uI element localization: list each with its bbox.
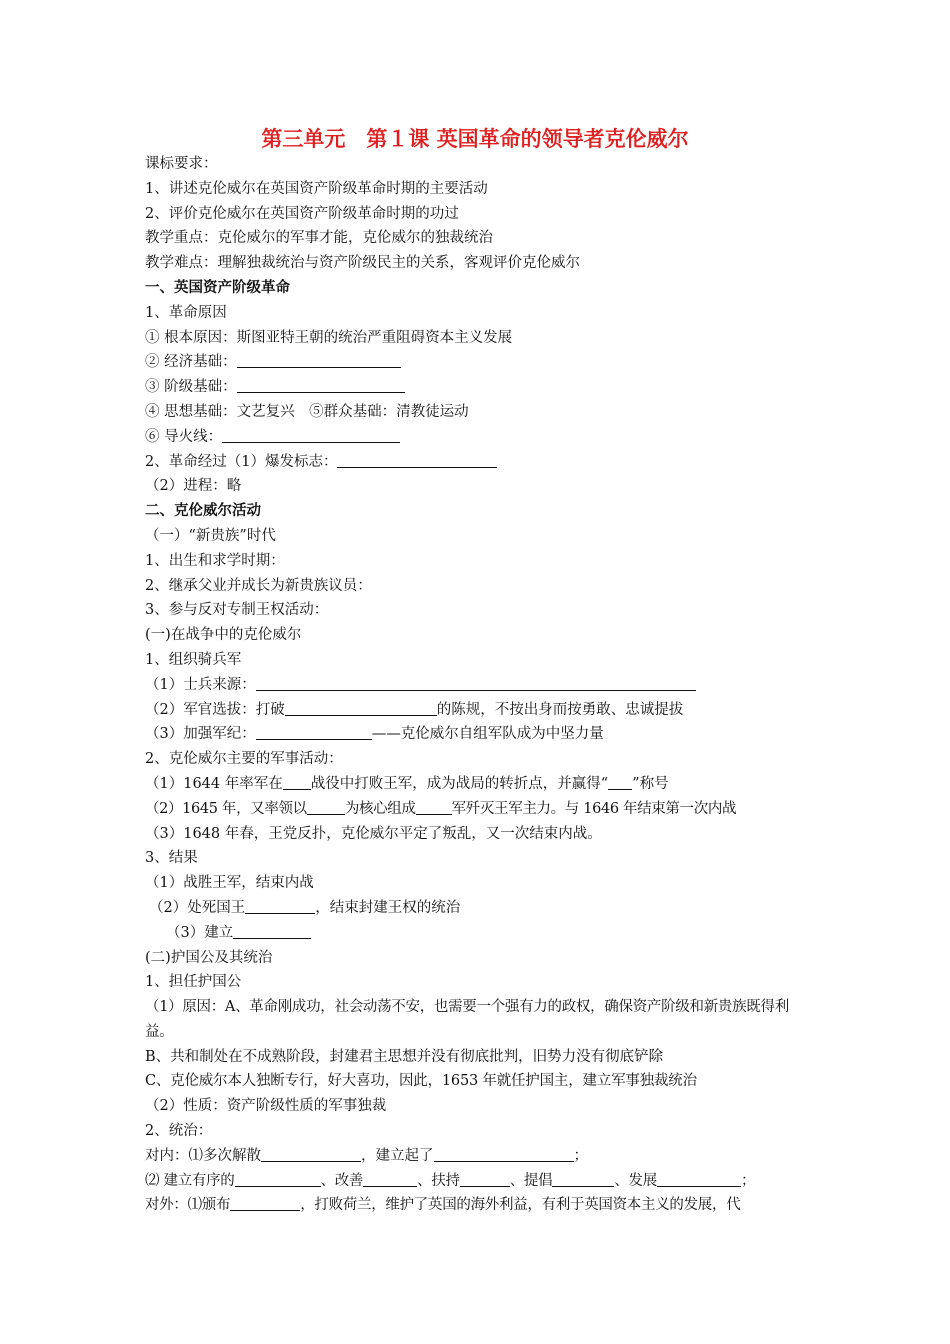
text-line [145,772,815,797]
line-text: 2、革命经过（1）爆发标志： [145,453,338,470]
fill-blank[interactable] [416,799,452,815]
fill-blank[interactable] [285,700,437,716]
fill-blank[interactable] [363,1171,417,1187]
text-line [145,1169,815,1194]
text-line [145,450,815,475]
fill-blank[interactable] [237,377,405,393]
line-text: （2）1645 年，又率领以 [145,800,307,817]
text-line: 3、结果 [145,850,198,867]
text-line [145,425,815,450]
text-line [145,797,815,822]
section-heading: 一、英国资产阶级革命 [145,278,290,296]
text-line: （一）“新贵族”时代 [145,527,276,544]
line-text: 军歼灭王军主力。与 1646 年结束第一次内战 [451,800,737,817]
section-heading: 二、克伦威尔活动 [145,502,261,520]
fill-blank[interactable] [230,1195,300,1211]
line-text: ； [740,1172,756,1189]
text-line: C、克伦威尔本人独断专行，好大喜功，因此，1653 年就任护国主，建立军事独裁统治 [145,1073,697,1090]
fill-blank[interactable] [256,675,696,691]
text-line: （1）战胜王军，结束内战 [145,875,314,892]
fill-blank[interactable] [222,427,400,443]
text-line: ① 根本原因：斯图亚特王朝的统治严重阻碍资本主义发展 [145,329,513,346]
text-line: 2、统治： [145,1123,213,1140]
fill-blank[interactable] [608,774,632,790]
fill-blank[interactable] [256,724,372,740]
line-text: ③ 阶级基础： [145,379,237,396]
fill-blank[interactable] [235,1171,321,1187]
text-line [145,375,815,400]
line-text: ； [573,1147,588,1164]
line-text: （3）加强军纪： [145,726,256,743]
line-text: （1）1644 年率军在 [145,775,283,792]
line-text: 对内：⑴多次解散 [145,1147,261,1164]
text-line: 课标要求： [145,156,218,172]
line-text: 对外：⑴颁布 [145,1197,231,1214]
text-line [145,1144,815,1169]
text-line: (二)护国公及其统治 [145,949,273,966]
text-line: （2）性质：资产阶级性质的军事独裁 [145,1098,387,1115]
text-line [145,350,815,375]
line-text: ⑥ 导火线： [145,428,223,445]
line-text: （2）军官选拔：打破 [145,701,285,718]
text-line [145,921,815,946]
text-line: （2）进程：略 [145,478,242,495]
text-line: 1、讲述克伦威尔在英国资产阶级革命时期的主要活动 [145,180,488,197]
fill-blank[interactable] [337,452,497,468]
line-text: 、发展 [614,1172,657,1189]
document-body [145,152,815,1218]
text-line: 1、担任护国公 [145,974,242,991]
text-line: (一)在战争中的克伦威尔 [145,627,302,644]
line-text: 、改善 [320,1172,364,1189]
line-text: （3）建立 [166,924,234,941]
text-line: 3、参与反对专制王权活动： [145,602,329,619]
fill-blank[interactable] [245,898,315,914]
text-line: 1、组织骑兵军 [145,651,242,668]
fill-blank[interactable] [307,799,345,815]
line-text: ⑵ 建立有序的 [145,1172,235,1189]
text-paragraph: （1）原因：A、革命刚成功，社会动荡不安，也需要一个强有力的政权，确保资产阶级和新贵族既得利益。 [145,999,789,1040]
text-line: ④ 思想基础：文艺复兴 ⑤群众基础：清教徒运动 [145,403,469,420]
line-text: （1）士兵来源： [145,676,256,693]
page-title: 第三单元 第１课 英国革命的领导者克伦威尔 [261,126,689,151]
text-line [145,722,815,747]
line-text: ”称号 [632,775,669,792]
line-text: ，建立起了 [361,1147,434,1164]
text-line: 2、克伦威尔主要的军事活动： [145,751,343,768]
fill-blank[interactable] [552,1171,614,1187]
line-text: ，打败荷兰，维护了英国的海外利益，有利于英国资本主义的发展，代 [300,1197,741,1214]
fill-blank[interactable] [460,1171,510,1187]
text-line: 2、继承父业并成长为新贵族议员： [145,577,372,594]
text-line [145,698,815,723]
line-text: 的陈规，不按出身而按勇敢、忠诚提拔 [436,701,684,718]
line-text: 战役中打败王军，成为战局的转折点，并赢得“ [310,775,609,792]
text-line: 教学难点：理解独裁统治与资产阶级民主的关系，客观评价克伦威尔 [145,255,580,272]
text-line: B、共和制处在不成熟阶段，封建君主思想并没有彻底批判，旧势力没有彻底铲除 [145,1048,664,1065]
text-line: 2、评价克伦威尔在英国资产阶级革命时期的功过 [145,205,459,222]
text-line: 教学重点：克伦威尔的军事才能，克伦威尔的独裁统治 [145,230,493,247]
line-text: 、扶持 [417,1172,460,1189]
text-line: （3）1648 年春，王党反扑，克伦威尔平定了叛乱，又一次结束内战。 [145,825,602,842]
line-text: 、提倡 [509,1172,553,1189]
fill-blank[interactable] [283,774,311,790]
fill-blank[interactable] [261,1146,361,1162]
text-line: 1、出生和求学时期： [145,552,285,569]
fill-blank[interactable] [434,1146,574,1162]
fill-blank[interactable] [657,1171,741,1187]
line-text: ，结束封建王权的统治 [315,899,461,916]
text-line [145,896,815,921]
line-text: （2）处死国王 [149,899,246,916]
line-text: ② 经济基础： [145,354,237,371]
line-text: ——克伦威尔自组军队成为中坚力量 [371,726,604,743]
fill-blank[interactable] [237,352,401,368]
text-line: 1、革命原因 [145,304,227,321]
line-text: 为核心组成 [344,800,416,817]
text-line [145,673,815,698]
text-line [145,1193,815,1218]
fill-blank[interactable] [233,923,311,939]
